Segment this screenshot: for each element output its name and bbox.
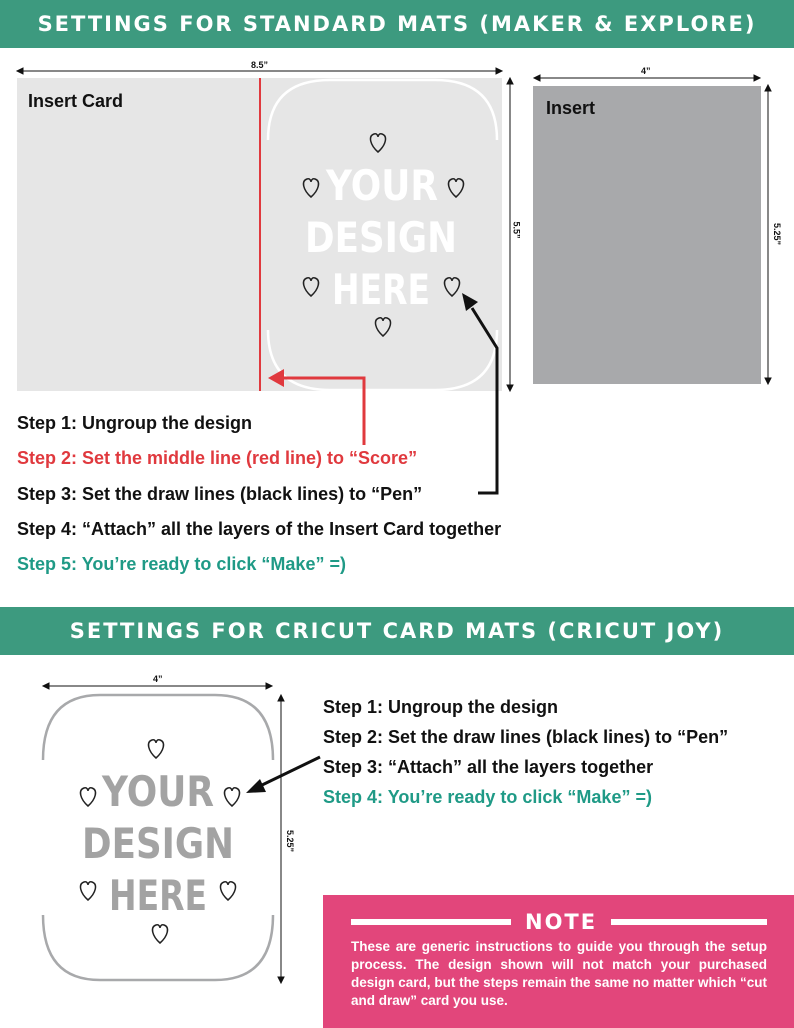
heart-icon: [149, 740, 164, 758]
note-body: These are generic instructions to guide you through the setup process. The design shown will not match your purchased design card, but the steps remain the same no matter which “cut and draw” card you use.: [351, 939, 767, 1008]
heart-icon: [81, 882, 96, 900]
section1-title: SETTINGS FOR STANDARD MATS (MAKER & EXPLORE): [37, 12, 757, 36]
design-line-2: DESIGN: [305, 213, 457, 262]
insert-card-width-label: 8.5”: [251, 60, 269, 70]
note-title: NOTE: [525, 910, 598, 934]
joy-design-line-2: DESIGN: [82, 819, 234, 868]
joy-design-line-1: YOUR: [101, 767, 214, 816]
insert-width-label: 4”: [641, 66, 651, 76]
section2-title: SETTINGS FOR CRICUT CARD MATS (CRICUT JOY): [69, 619, 725, 643]
heart-icon: [81, 788, 96, 806]
section2-step-4: Step 4: You’re ready to click “Make” =): [323, 787, 652, 807]
joy-width-label: 4”: [153, 674, 163, 684]
joy-height-label: 5.25”: [285, 829, 296, 853]
insert-height-label: 5.25”: [772, 222, 783, 246]
heart-icon: [221, 882, 236, 900]
design-line-1: YOUR: [325, 161, 438, 210]
section1-step-5: Step 5: You’re ready to click “Make” =): [17, 554, 346, 574]
insert-label: Insert: [546, 98, 596, 118]
note-title-row: [351, 909, 794, 935]
joy-arrow-head: [246, 779, 266, 793]
heart-icon: [153, 925, 168, 943]
note-box: [323, 895, 794, 1028]
note-bar-left: [351, 919, 511, 925]
joy-frame-top: [43, 695, 273, 760]
section1-step-3: Step 3: Set the draw lines (black lines) to “Pen”: [17, 484, 423, 504]
section1-step-2: Step 2: Set the middle line (red line) to “Score”: [17, 448, 418, 468]
joy-design-line-3: HERE: [109, 871, 207, 920]
section2-step-1: Step 1: Ungroup the design: [323, 697, 559, 717]
insert-card-height-label: 5.5”: [511, 221, 522, 239]
note-bar-right: [611, 919, 767, 925]
section2-step-2: Step 2: Set the draw lines (black lines) to “Pen”: [323, 727, 729, 747]
section1-step-4: Step 4: “Attach” all the layers of the Insert Card together: [17, 519, 502, 539]
design-line-3: HERE: [332, 265, 430, 314]
section1-step-1: Step 1: Ungroup the design: [17, 413, 253, 433]
insert-card-label: Insert Card: [28, 91, 124, 111]
joy-arrow-line: [260, 757, 320, 786]
section2-step-3: Step 3: “Attach” all the layers together: [323, 757, 654, 777]
heart-icon: [225, 788, 240, 806]
